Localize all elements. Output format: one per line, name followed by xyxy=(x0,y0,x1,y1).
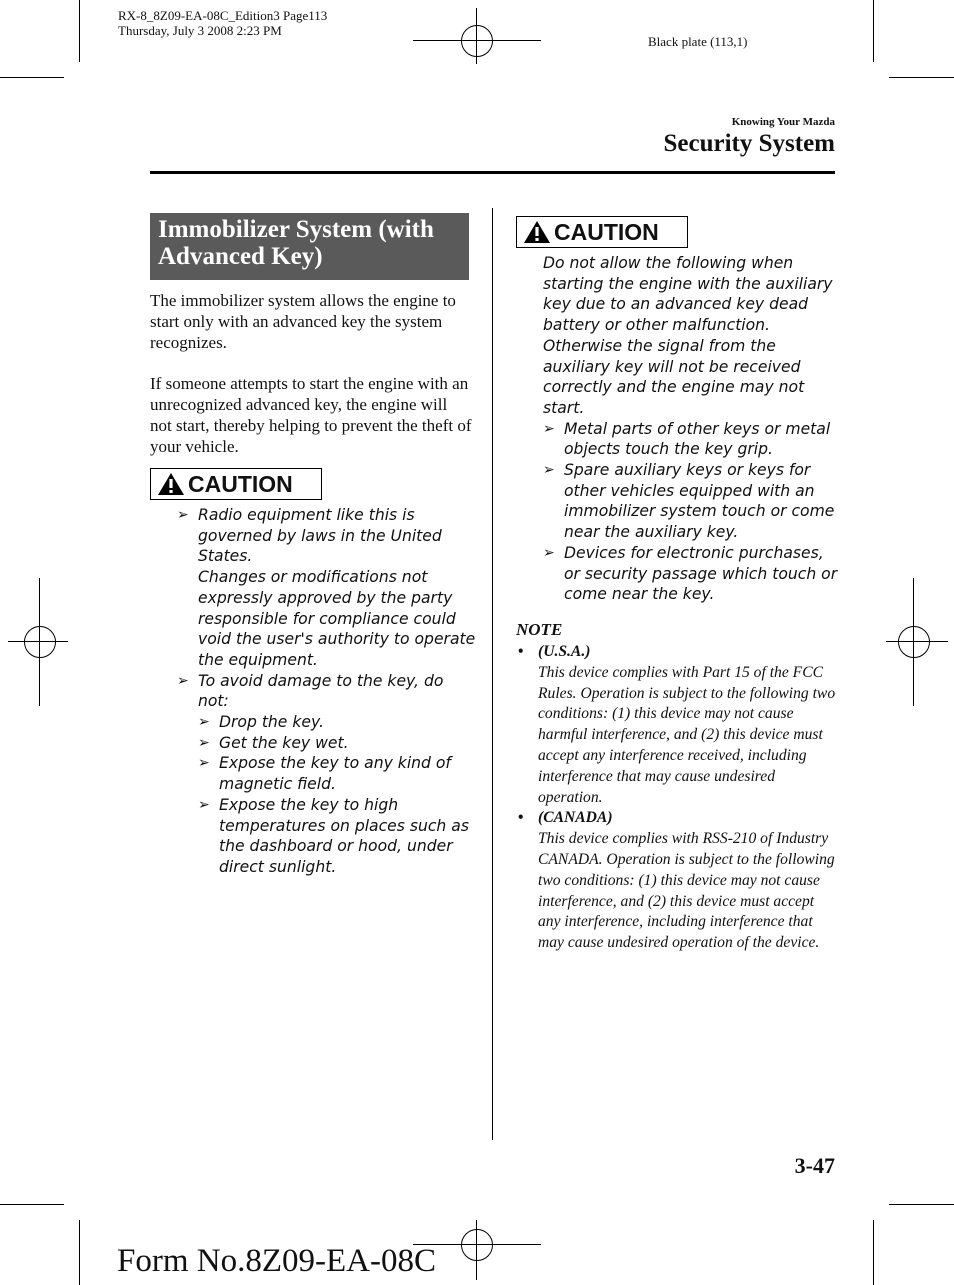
note-body: This device complies with RSS-210 of Industry CANADA. Operation is subject to the following two conditions: (1) this device may not cause interference, and (2) this device must accept any interference, including interference that may cause undesired operation of the device. xyxy=(538,830,835,952)
sub-item xyxy=(198,712,477,733)
caution-item xyxy=(543,543,840,605)
bullet-dot-icon: • xyxy=(518,809,524,827)
caution-text: CAUTION xyxy=(554,218,659,245)
caution-item-text: Radio equipment like this is governed by laws in the United States. xyxy=(198,506,442,566)
file-name: RX-8_8Z09-EA-08C_Edition3 Page113 xyxy=(118,8,328,23)
bullet-dot-icon: • xyxy=(518,643,524,660)
sub-item-text: Get the key wet. xyxy=(219,733,349,752)
intro-paragraph: The immobilizer system allows the engine to start only with an advanced key the system recognizes. xyxy=(150,291,456,352)
caution-item-text: To avoid damage to the key, do not: xyxy=(198,671,444,711)
warning-triangle-icon xyxy=(523,220,551,244)
sub-item xyxy=(198,753,477,794)
arrowhead-bullet-icon: ➢ xyxy=(543,462,555,479)
sub-item-text: Drop the key. xyxy=(219,713,324,732)
caution-item xyxy=(543,460,840,543)
note-body: This device complies with Part 15 of the FCC Rules. Operation is subject to the following two conditions: (1) this device may not cause harmful interference, and (2) this device must accept any interference received, including interference that may cause undesired operation. xyxy=(538,663,836,806)
section-heading: Immobilizer System (with Advanced Key) xyxy=(150,213,469,280)
file-info xyxy=(118,8,327,38)
caution-text: CAUTION xyxy=(188,470,293,497)
theft-paragraph: If someone attempts to start the engine with an unrecognized advanced key, the engine will not start, thereby helping to prevent the theft of your vehicle. xyxy=(150,374,472,456)
arrowhead-bullet-icon: ➢ xyxy=(198,714,210,731)
caution-intro: Do not allow the following when starting the engine with the auxiliary key due to an advanced key dead battery or other malfunction. Otherwise the signal from the auxiliary key will not be received correctly and the engine may not start. xyxy=(543,254,833,417)
caution-label xyxy=(516,216,688,248)
sub-item xyxy=(198,733,477,754)
page-number: 3-47 xyxy=(794,1153,835,1178)
note-item xyxy=(516,808,838,954)
sub-item xyxy=(198,795,477,878)
sub-item-text: Expose the key to high temperatures on places such as the dashboard or hood, under direct sunlight. xyxy=(219,795,469,876)
arrowhead-bullet-icon: ➢ xyxy=(543,420,555,437)
caution-item xyxy=(177,671,477,878)
left-caution-list xyxy=(177,505,477,878)
warning-triangle-icon xyxy=(157,472,185,496)
arrowhead-bullet-icon: ➢ xyxy=(177,672,189,689)
plate-label: Black plate (113,1) xyxy=(648,34,748,49)
caution-item-text: Devices for electronic purchases, or security passage which touch or come near the key. xyxy=(564,543,838,604)
header-rule xyxy=(150,171,835,174)
arrowhead-bullet-icon: ➢ xyxy=(543,544,555,561)
note-title: NOTE xyxy=(516,620,563,639)
section-label: Knowing Your Mazda xyxy=(731,116,835,128)
form-number: Form No.8Z09-EA-08C xyxy=(117,1243,436,1279)
right-caution-block xyxy=(543,253,840,605)
note-item xyxy=(516,642,838,808)
arrowhead-bullet-icon: ➢ xyxy=(198,734,210,751)
caution-item-text: Spare auxiliary keys or keys for other vehicles equipped with an immobilizer system touch or come near the auxiliary key. xyxy=(564,461,835,542)
section-title: Security System xyxy=(663,130,835,157)
file-timestamp: Thursday, July 3 2008 2:23 PM xyxy=(118,23,282,38)
arrowhead-bullet-icon: ➢ xyxy=(198,755,210,772)
note-heading: (U.S.A.) xyxy=(538,643,591,660)
sub-list xyxy=(198,712,477,878)
arrowhead-bullet-icon: ➢ xyxy=(177,507,189,523)
caution-item xyxy=(177,505,477,671)
note-list xyxy=(516,642,838,954)
column-divider xyxy=(492,208,493,1140)
caution-item-text: Changes or modifications not expressly approved by the party responsible for compliance could void the user's authority to operate the equipment. xyxy=(198,568,476,669)
caution-item-text: Metal parts of other keys or metal objects touch the key grip. xyxy=(564,419,831,459)
arrowhead-bullet-icon: ➢ xyxy=(198,796,210,813)
caution-item xyxy=(543,419,840,460)
note-heading: (CANADA) xyxy=(538,809,613,827)
sub-item-text: Expose the key to any kind of magnetic field. xyxy=(219,754,451,794)
caution-label xyxy=(150,468,322,500)
